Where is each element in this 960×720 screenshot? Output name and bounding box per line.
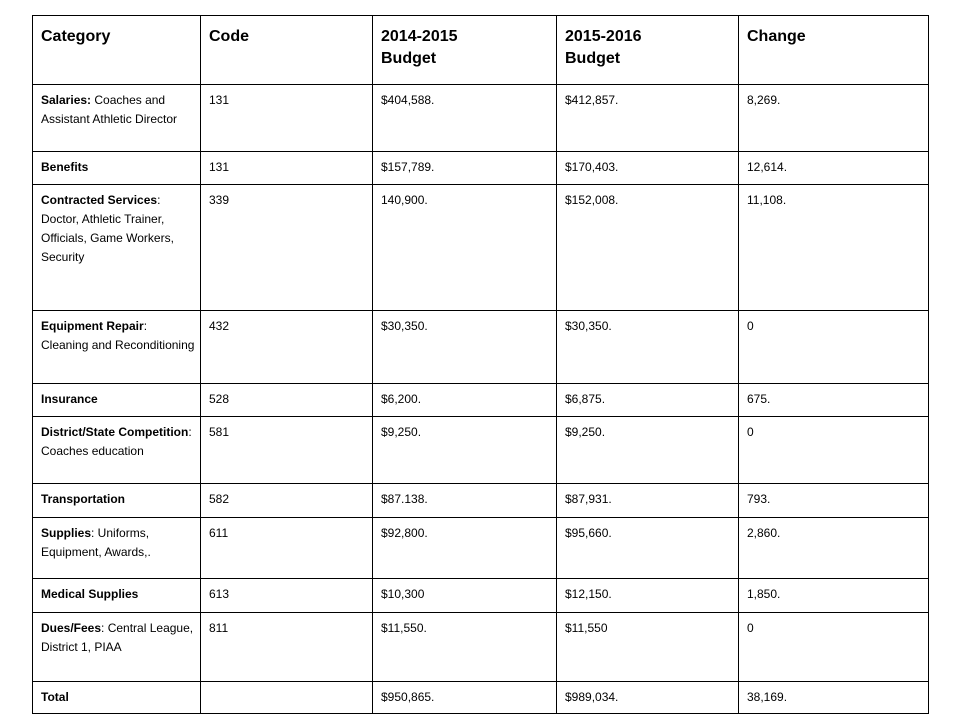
cell-budget-2014: $30,350. xyxy=(373,311,557,384)
cell-code: 582 xyxy=(201,484,373,518)
cell-change: 675. xyxy=(739,384,929,417)
cell-budget-2014: $6,200. xyxy=(373,384,557,417)
cell-budget-2014: $92,800. xyxy=(373,518,557,579)
cell-code: 339 xyxy=(201,185,373,311)
cell-change: 12,614. xyxy=(739,152,929,185)
cell-code: 432 xyxy=(201,311,373,384)
cell-budget-2014: 140,900. xyxy=(373,185,557,311)
cell-code: 613 xyxy=(201,579,373,613)
cell-code: 811 xyxy=(201,613,373,682)
cell-budget-2014: $404,588. xyxy=(373,85,557,152)
table-row xyxy=(33,579,929,613)
header-change: Change xyxy=(739,16,929,85)
cell-budget-2014: $11,550. xyxy=(373,613,557,682)
table-row xyxy=(33,484,929,518)
cell-change: 1,850. xyxy=(739,579,929,613)
cell-budget-2015: $6,875. xyxy=(557,384,739,417)
cell-category: Transportation xyxy=(33,484,201,518)
cell-budget-2014: $950,865. xyxy=(373,682,557,714)
cell-category: Medical Supplies xyxy=(33,579,201,613)
cell-code xyxy=(201,682,373,714)
table-row xyxy=(33,384,929,417)
cell-code: 611 xyxy=(201,518,373,579)
cell-category: Total xyxy=(33,682,201,714)
table-row xyxy=(33,417,929,484)
cell-code: 528 xyxy=(201,384,373,417)
cell-change: 0 xyxy=(739,311,929,384)
cell-budget-2015: $87,931. xyxy=(557,484,739,518)
cell-budget-2015: $412,857. xyxy=(557,85,739,152)
cell-budget-2015: $11,550 xyxy=(557,613,739,682)
header-category: Category xyxy=(33,16,201,85)
cell-category: District/State Competition: Coaches education xyxy=(33,417,201,484)
cell-code: 131 xyxy=(201,152,373,185)
cell-category: Dues/Fees: Central League, District 1, PIAA xyxy=(33,613,201,682)
budget-table xyxy=(32,15,929,714)
table-row xyxy=(33,85,929,152)
header-budget-2014-2015: 2014-2015 Budget xyxy=(373,16,557,85)
table-row xyxy=(33,152,929,185)
cell-budget-2015: $30,350. xyxy=(557,311,739,384)
cell-change: 8,269. xyxy=(739,85,929,152)
cell-change: 11,108. xyxy=(739,185,929,311)
cell-budget-2015: $170,403. xyxy=(557,152,739,185)
cell-category: Supplies: Uniforms, Equipment, Awards,. xyxy=(33,518,201,579)
cell-change: 793. xyxy=(739,484,929,518)
cell-category: Contracted Services: Doctor, Athletic Trainer, Officials, Game Workers, Security xyxy=(33,185,201,311)
cell-change: 0 xyxy=(739,417,929,484)
cell-budget-2015: $9,250. xyxy=(557,417,739,484)
cell-code: 131 xyxy=(201,85,373,152)
cell-budget-2015: $12,150. xyxy=(557,579,739,613)
cell-budget-2015: $95,660. xyxy=(557,518,739,579)
cell-budget-2014: $87.138. xyxy=(373,484,557,518)
cell-budget-2015: $989,034. xyxy=(557,682,739,714)
cell-code: 581 xyxy=(201,417,373,484)
header-row xyxy=(33,16,929,85)
table-row xyxy=(33,185,929,311)
cell-budget-2015: $152,008. xyxy=(557,185,739,311)
cell-budget-2014: $9,250. xyxy=(373,417,557,484)
table-row xyxy=(33,311,929,384)
cell-budget-2014: $157,789. xyxy=(373,152,557,185)
header-budget-2015-2016: 2015-2016 Budget xyxy=(557,16,739,85)
cell-budget-2014: $10,300 xyxy=(373,579,557,613)
cell-category: Equipment Repair: Cleaning and Reconditioning xyxy=(33,311,201,384)
cell-change: 2,860. xyxy=(739,518,929,579)
header-code: Code xyxy=(201,16,373,85)
cell-category: Benefits xyxy=(33,152,201,185)
table-row xyxy=(33,613,929,682)
cell-category: Salaries: Coaches and Assistant Athletic Director xyxy=(33,85,201,152)
total-row xyxy=(33,682,929,714)
cell-change: 0 xyxy=(739,613,929,682)
cell-category: Insurance xyxy=(33,384,201,417)
table-row xyxy=(33,518,929,579)
cell-change: 38,169. xyxy=(739,682,929,714)
